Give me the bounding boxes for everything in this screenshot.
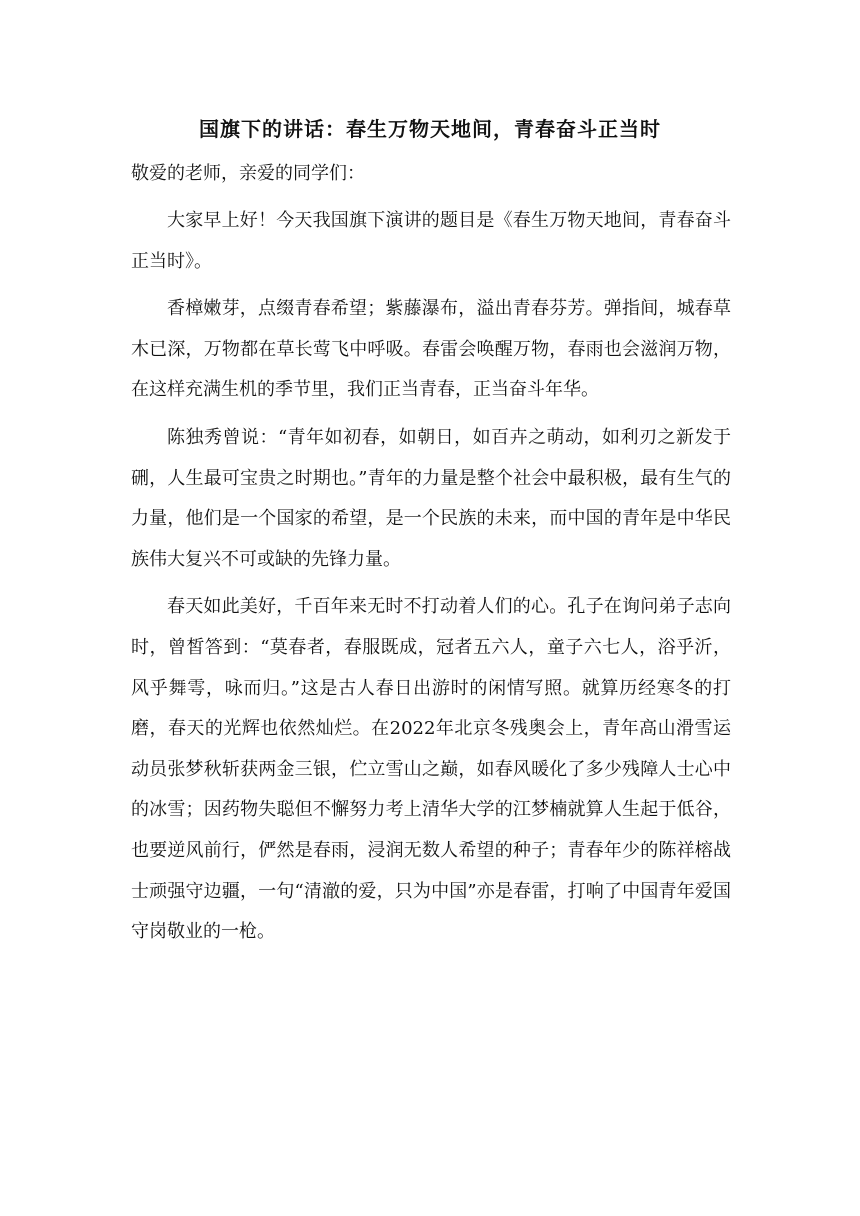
paragraph-greeting: 大家早上好！今天我国旗下演讲的题目是《春生万物天地间，青春奋斗正当时》。: [131, 210, 731, 272]
paragraph-spring-examples: 春天如此美好，千百年来无时不打动着人们的心。孔子在询问弟子志向时，曾皙答到：“莫春者，春服既成，冠者五六人，童子六七人，浴乎沂，风乎舞雩，咏而归。”这是古人春日出游时的闲情写照。就算历经寒冬的打磨，春天的光辉也依然灿烂。在2022年北京冬残奥会上，青年高山滑雪运动员张梦秋斩获两金三银，伫立雪山之巅，如春风暖化了多少残障人士心中的冰雪；因药物失聪但不懈努力考上清华大学的江梦楠就算人生起于低谷，也要逆风前行，俨然是春雨，浸润无数人希望的种子；青春年少的陈祥榕战士顽强守边疆，一句“清澈的爱，只为中国”亦是春雷，打响了中国青年爱国守岗敬业的一枪。: [131, 596, 731, 943]
body-text: [131, 201, 731, 960]
paragraph-chen-duxiu-quote: 陈独秀曾说：“青年如初春，如朝日，如百卉之萌动，如利刃之新发于硎，人生最可宝贵之时期也。”青年的力量是整个社会中最积极，最有生气的力量，他们是一个国家的希望，是一个民族的未来，而中国的青年是中华民族伟大复兴不可或缺的先锋力量。: [131, 426, 731, 570]
paragraph-spring-scenery: 香樟嫩芽，点缀青春希望；紫藤瀑布，溢出青春芬芳。弹指间，城春草木已深，万物都在草长莺飞中呼吸。春雷会唤醒万物，春雨也会滋润万物，在这样充满生机的季节里，我们正当青春，正当奋斗年华。: [131, 298, 731, 401]
page-title: 国旗下的讲话：春生万物天地间，青春奋斗正当时: [199, 117, 661, 141]
salutation: 敬爱的老师，亲爱的同学们：: [131, 163, 365, 184]
